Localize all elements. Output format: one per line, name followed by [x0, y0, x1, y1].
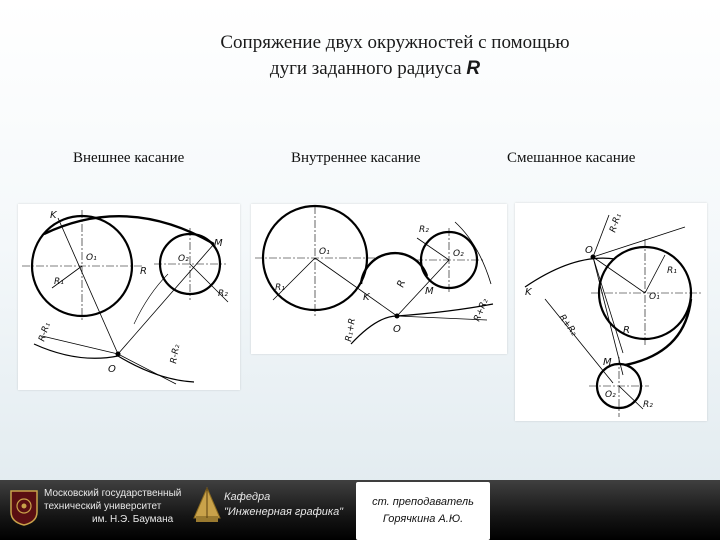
label-O-mixed: O [585, 245, 593, 256]
label-R-minus-R1: R-R₁ [37, 321, 53, 343]
label-R-internal: R [395, 278, 409, 290]
label-R2-internal: R₂ [419, 225, 429, 235]
diagram-mixed-svg [515, 203, 707, 421]
label-M: M [214, 238, 223, 249]
label-O2-internal: O₂ [453, 249, 464, 259]
university-name [44, 487, 181, 526]
label-R1-plus-R: R₁+R [344, 317, 359, 343]
label-R-minus-R2: R-R₂ [169, 343, 183, 365]
diagram-mixed [515, 203, 707, 421]
author-line-1: ст. преподаватель [372, 496, 474, 508]
diagram-internal-svg [251, 204, 507, 354]
title-line-2 [0, 56, 720, 82]
department-line-1: Кафедра [224, 491, 271, 503]
slide-title [0, 30, 720, 82]
label-R-minus-R1-mixed: R-R₁ [608, 212, 624, 234]
title-line-1: Сопряжение двух окружностей с помощью [220, 32, 570, 53]
diagram-external-svg [18, 204, 240, 390]
label-R: R [140, 266, 147, 277]
label-O1: O₁ [86, 253, 97, 263]
caption-mixed: Смешанное касание [507, 150, 636, 166]
label-R-mixed: R [623, 325, 630, 336]
label-K: K [50, 210, 57, 221]
label-O2: O₂ [178, 254, 189, 264]
label-K-mixed: K [525, 287, 532, 298]
university-line-2: технический университет [44, 501, 162, 512]
label-R2: R₂ [218, 289, 228, 299]
label-K-internal: K [363, 292, 370, 303]
label-R2-mixed: R₂ [643, 400, 653, 410]
bmstu-emblem-icon [8, 488, 40, 526]
label-R1-internal: R₁ [275, 283, 285, 293]
label-O2-mixed: O₂ [605, 390, 616, 400]
caption-external: Внешнее касание [73, 150, 185, 166]
label-O1-mixed: O₁ [649, 292, 660, 302]
university-line-1: Московский государственный [44, 488, 182, 499]
label-O: O [108, 364, 116, 375]
title-r-symbol: R [466, 58, 481, 79]
author-text [356, 494, 490, 528]
label-R-plus-R2: R+R₂ [472, 297, 491, 324]
author-line-2: Горячкина А.Ю. [382, 513, 464, 525]
diagram-internal [251, 204, 507, 354]
title-line-2-text: дуги заданного радиуса [269, 58, 462, 79]
caption-internal: Внутреннее касание [291, 150, 421, 166]
department-line-2: "Инженерная графика" [224, 506, 344, 518]
author-box [356, 482, 490, 540]
label-M-internal: M [425, 286, 434, 297]
department-logo-icon [190, 486, 224, 526]
department-name [224, 490, 343, 520]
label-M-mixed: M [603, 357, 612, 368]
label-R1-mixed: R₁ [667, 266, 677, 276]
label-R-plus-R2-mixed: R+R₂ [556, 312, 579, 338]
label-R1: R₁ [54, 277, 64, 287]
label-O1-internal: O₁ [319, 247, 330, 257]
label-O-internal: O [393, 324, 401, 335]
diagram-external [18, 204, 240, 390]
university-line-3: им. Н.Э. Баумана [92, 514, 174, 525]
